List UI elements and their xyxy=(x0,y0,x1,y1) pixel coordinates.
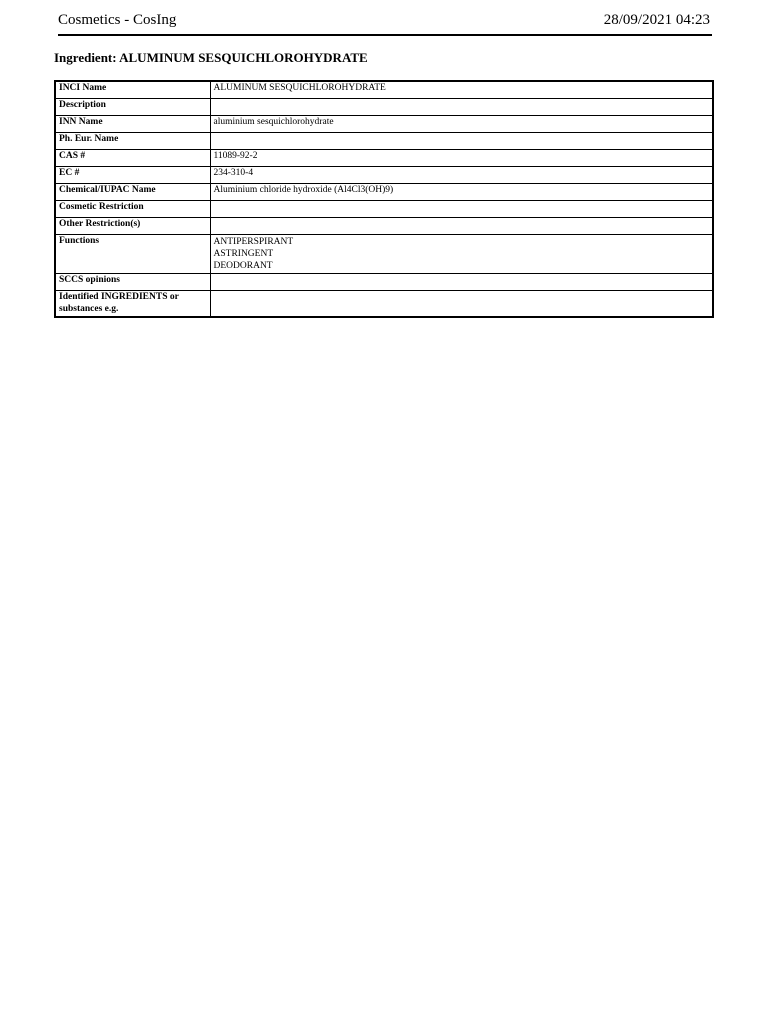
inn-name-value: aluminium sesquichlorohydrate xyxy=(210,116,713,133)
functions-value xyxy=(210,235,713,274)
function-item: ANTIPERSPIRANT xyxy=(213,237,294,247)
ingredient-heading: Ingredient: ALUMINUM SESQUICHLOROHYDRATE xyxy=(54,50,368,65)
inci-name-label: INCI Name xyxy=(55,81,210,99)
page-header xyxy=(58,10,712,36)
table-row-inci-name xyxy=(55,81,713,99)
table-row-ec xyxy=(55,167,713,184)
table-row-cas xyxy=(55,150,713,167)
ph-eur-name-label: Ph. Eur. Name xyxy=(55,133,210,150)
header-title: Cosmetics - CosIng xyxy=(58,12,177,28)
identified-ingredients-label: Identified INGREDIENTS or substances e.g. xyxy=(55,291,210,318)
sccs-opinions-label: SCCS opinions xyxy=(55,274,210,291)
table-row-identified-ingredients xyxy=(55,291,713,318)
table-row-ph-eur-name xyxy=(55,133,713,150)
cas-label: CAS # xyxy=(55,150,210,167)
description-value xyxy=(210,99,713,116)
description-label: Description xyxy=(55,99,210,116)
header-timestamp: 28/09/2021 04:23 xyxy=(603,12,710,28)
ec-value: 234-310-4 xyxy=(210,167,713,184)
functions-label: Functions xyxy=(55,235,210,274)
chemical-iupac-name-label: Chemical/IUPAC Name xyxy=(55,184,210,201)
cas-value: 11089-92-2 xyxy=(210,150,713,167)
chemical-iupac-name-value: Aluminium chloride hydroxide (Al4Cl3(OH)9) xyxy=(210,184,713,201)
function-item: ASTRINGENT xyxy=(213,249,274,259)
identified-ingredients-value xyxy=(210,291,713,318)
ph-eur-name-value xyxy=(210,133,713,150)
inci-name-value: ALUMINUM SESQUICHLOROHYDRATE xyxy=(210,81,713,99)
table-row-inn-name xyxy=(55,116,713,133)
ingredient-table xyxy=(54,80,714,318)
table-row-functions xyxy=(55,235,713,274)
other-restrictions-label: Other Restriction(s) xyxy=(55,218,210,235)
cosmetic-restriction-label: Cosmetic Restriction xyxy=(55,201,210,218)
sccs-opinions-value xyxy=(210,274,713,291)
ec-label: EC # xyxy=(55,167,210,184)
table-row-cosmetic-restriction xyxy=(55,201,713,218)
table-row-description xyxy=(55,99,713,116)
table-row-other-restrictions xyxy=(55,218,713,235)
other-restrictions-value xyxy=(210,218,713,235)
inn-name-label: INN Name xyxy=(55,116,210,133)
function-item: DEODORANT xyxy=(213,261,273,271)
table-row-chemical-iupac-name xyxy=(55,184,713,201)
table-row-sccs-opinions xyxy=(55,274,713,291)
cosmetic-restriction-value xyxy=(210,201,713,218)
